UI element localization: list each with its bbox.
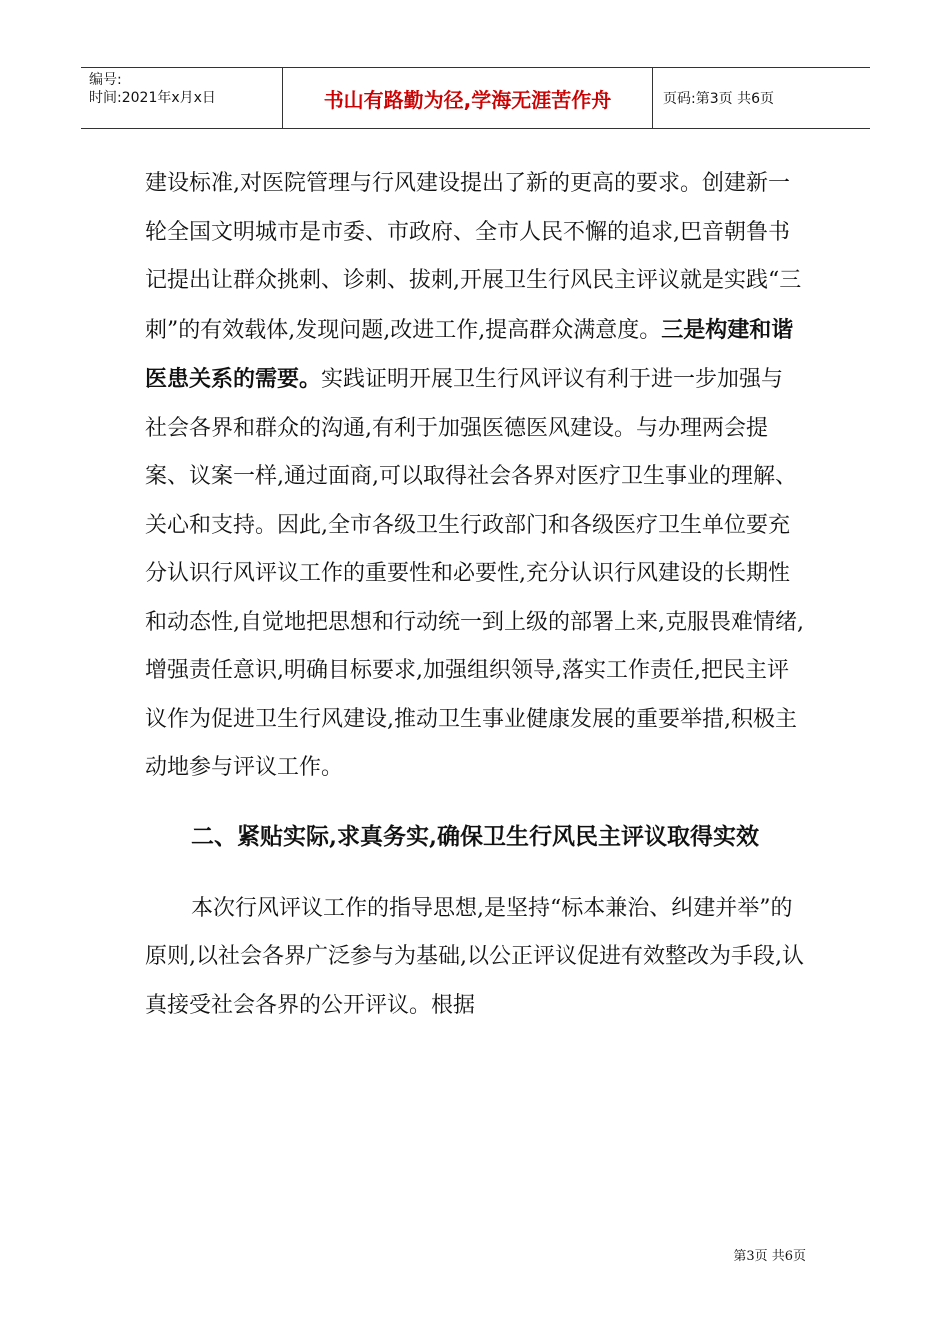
- body-paragraph: 本次行风评议工作的指导思想,是坚持“标本兼治、纠建并举”的原则,以社会各界广泛参与为基础,以公正评议促进有效整改为手段,认真接受社会各界的公开评议。根据: [145, 895, 804, 1018]
- document-number-label: 编号:: [89, 72, 122, 88]
- paragraph-text: 实践证明开展卫生行风评议有利于进一步加强与社会各界和群众的沟通,有利于加强医德医风建设。与办理两会提案、议案一样,通过面商,可以取得社会各界对医疗卫生事业的理解、关心和支持。因此,全市各级卫生行政部门和各级医疗卫生单位要充分认识行风评议工作的重要性和必要性,充分认识行风建设的长期性和动态性,自觉地把思想和行动统一到上级的部署上来,克服畏难情绪,增强责任意识,明确目标要求,加强组织领导,落实工作责任,把民主评议作为促进卫生行风建设,推动卫生事业健康发展的重要举措,积极主动地参与评议工作。: [145, 367, 804, 780]
- paragraph-bold-text: 三是构建和谐医患关系的需要。: [145, 316, 794, 392]
- document-body: [145, 160, 805, 1030]
- header-motto: 书山有路勤为径,学海无涯苦作舟: [283, 68, 653, 128]
- page-footer: 第3页 共6页: [733, 1249, 806, 1264]
- section-heading: 二、紧贴实际,求真务实,确保卫生行风民主评议取得实效: [191, 822, 760, 850]
- header-meta: [81, 68, 283, 128]
- document-time-label: 时间:2021年x月x日: [89, 90, 216, 106]
- body-paragraph: [145, 160, 805, 793]
- header-page-number: 页码:第3页 共6页: [663, 91, 774, 107]
- page-header: [81, 67, 870, 129]
- paragraph-text: 建设标准,对医院管理与行风建设提出了新的更高的要求。创建新一轮全国文明城市是市委、市政府、全市人民不懈的追求,巴音朝鲁书记提出让群众挑刺、诊刺、拔刺,开展卫生行风民主评议就是实践“三刺”的有效载体,发现问题,改进工作,提高群众满意度。: [145, 171, 802, 343]
